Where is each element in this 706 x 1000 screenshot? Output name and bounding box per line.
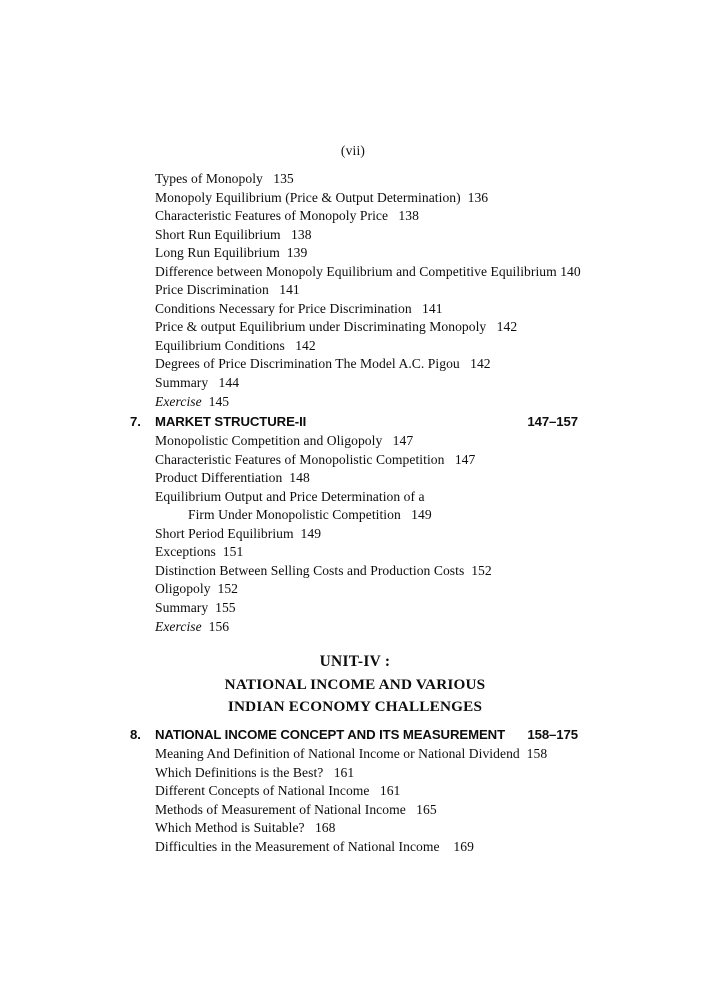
toc-entry-text: 145 [201, 393, 230, 409]
toc-entry-text: Summary 155 [155, 600, 236, 616]
toc-entry-label-italic: Exercise [155, 618, 202, 634]
toc-entry [0, 374, 706, 393]
toc-entry-text: Short Period Equilibrium 149 [155, 525, 322, 541]
toc-entry [0, 281, 706, 300]
toc-entry [0, 318, 706, 337]
toc-entry-text: Degrees of Price Discrimination The Model A.C. Pigou 142 [155, 356, 491, 372]
toc-entry [0, 170, 706, 189]
toc-entry-text: Equilibrium Conditions 142 [155, 337, 316, 353]
toc-entry-text: Types of Monopoly 135 [155, 171, 294, 186]
toc-entry [0, 506, 706, 525]
chapter-page-range: 147–157 [527, 414, 578, 430]
toc-entry-label-italic: Exercise [155, 393, 202, 409]
toc-chapter-heading [0, 724, 706, 745]
toc-entry-text: Equilibrium Output and Price Determination of a [155, 488, 425, 504]
toc-entry-text: Difficulties in the Measurement of National Income 169 [155, 838, 474, 854]
toc-entry [0, 764, 706, 783]
toc-entry [0, 189, 706, 208]
toc-entry [0, 580, 706, 599]
toc-entry [0, 300, 706, 319]
toc-entry-text: Monopolistic Competition and Oligopoly 147 [155, 433, 414, 449]
chapter-number: 8. [130, 727, 141, 743]
toc-entry-text: Monopoly Equilibrium (Price & Output Determination) 136 [155, 189, 489, 205]
chapter-title: MARKET STRUCTURE-II [155, 414, 307, 430]
toc-entry-text: Different Concepts of National Income 161 [155, 783, 401, 799]
toc-entry [0, 562, 706, 581]
toc-entry-text: Price & output Equilibrium under Discriminating Monopoly 142 [155, 319, 518, 335]
toc-entry [0, 244, 706, 263]
toc-entry-text: Firm Under Monopolistic Competition 149 [188, 507, 432, 523]
toc-entry-text: Characteristic Features of Monopolistic Competition 147 [155, 451, 476, 467]
toc-entry [0, 801, 706, 820]
toc-entry-text: Difference between Monopoly Equilibrium and Competitive Equilibrium 140 [155, 263, 581, 279]
toc-entry-text: Oligopoly 152 [155, 581, 239, 597]
toc-entry-text: Long Run Equilibrium 139 [155, 245, 308, 261]
toc-entry [0, 745, 706, 764]
toc-entry-text: Summary 144 [155, 375, 240, 391]
toc-entry [0, 488, 706, 507]
toc-entry-text: Which Method is Suitable? 168 [155, 820, 336, 836]
chapter-title: NATIONAL INCOME CONCEPT AND ITS MEASUREMENT [155, 727, 506, 743]
toc-entry [0, 207, 706, 226]
toc-chapter-heading [0, 411, 706, 432]
toc-entry [0, 782, 706, 801]
toc-entry-text: Distinction Between Selling Costs and Production Costs 152 [155, 562, 492, 578]
toc-entry [0, 819, 706, 838]
toc-entry-text: Short Run Equilibrium 138 [155, 226, 312, 242]
toc-entry [0, 226, 706, 245]
unit-banner-line-3: INDIAN ECONOMY CHALLENGES [227, 698, 483, 716]
toc-entry-text: Product Differentiation 148 [155, 470, 310, 486]
chapter-page-range: 158–175 [527, 727, 578, 743]
toc-entry-text: Exceptions 151 [155, 544, 244, 560]
toc-entry [0, 393, 706, 412]
unit-banner-line-2: NATIONAL INCOME AND VARIOUS [224, 676, 486, 694]
toc-entry [0, 543, 706, 562]
toc-entry [0, 432, 706, 451]
table-of-contents [0, 170, 706, 856]
toc-entry [0, 525, 706, 544]
toc-entry [0, 337, 706, 356]
page-folio: (vii) [340, 143, 366, 158]
toc-entry [0, 469, 706, 488]
toc-entry [0, 599, 706, 618]
unit-spacer-top [0, 636, 706, 650]
toc-entry-text: 156 [201, 618, 230, 634]
toc-entry-text: Price Discrimination 141 [155, 282, 300, 298]
toc-entry-text: Methods of Measurement of National Income 165 [155, 801, 437, 817]
toc-entry-text: Meaning And Definition of National Income or National Dividend 158 [155, 746, 548, 762]
toc-entry [0, 618, 706, 637]
chapter-number: 7. [130, 414, 141, 430]
unit-banner [0, 650, 706, 718]
toc-entry [0, 451, 706, 470]
toc-entry-text: Characteristic Features of Monopoly Price 138 [155, 208, 419, 224]
toc-entry-text: Which Definitions is the Best? 161 [155, 764, 355, 780]
toc-entry [0, 263, 706, 282]
toc-entry-text: Conditions Necessary for Price Discrimination 141 [155, 300, 443, 316]
unit-banner-line-1: UNIT-IV : [319, 653, 391, 671]
toc-entry [0, 838, 706, 857]
toc-entry [0, 355, 706, 374]
